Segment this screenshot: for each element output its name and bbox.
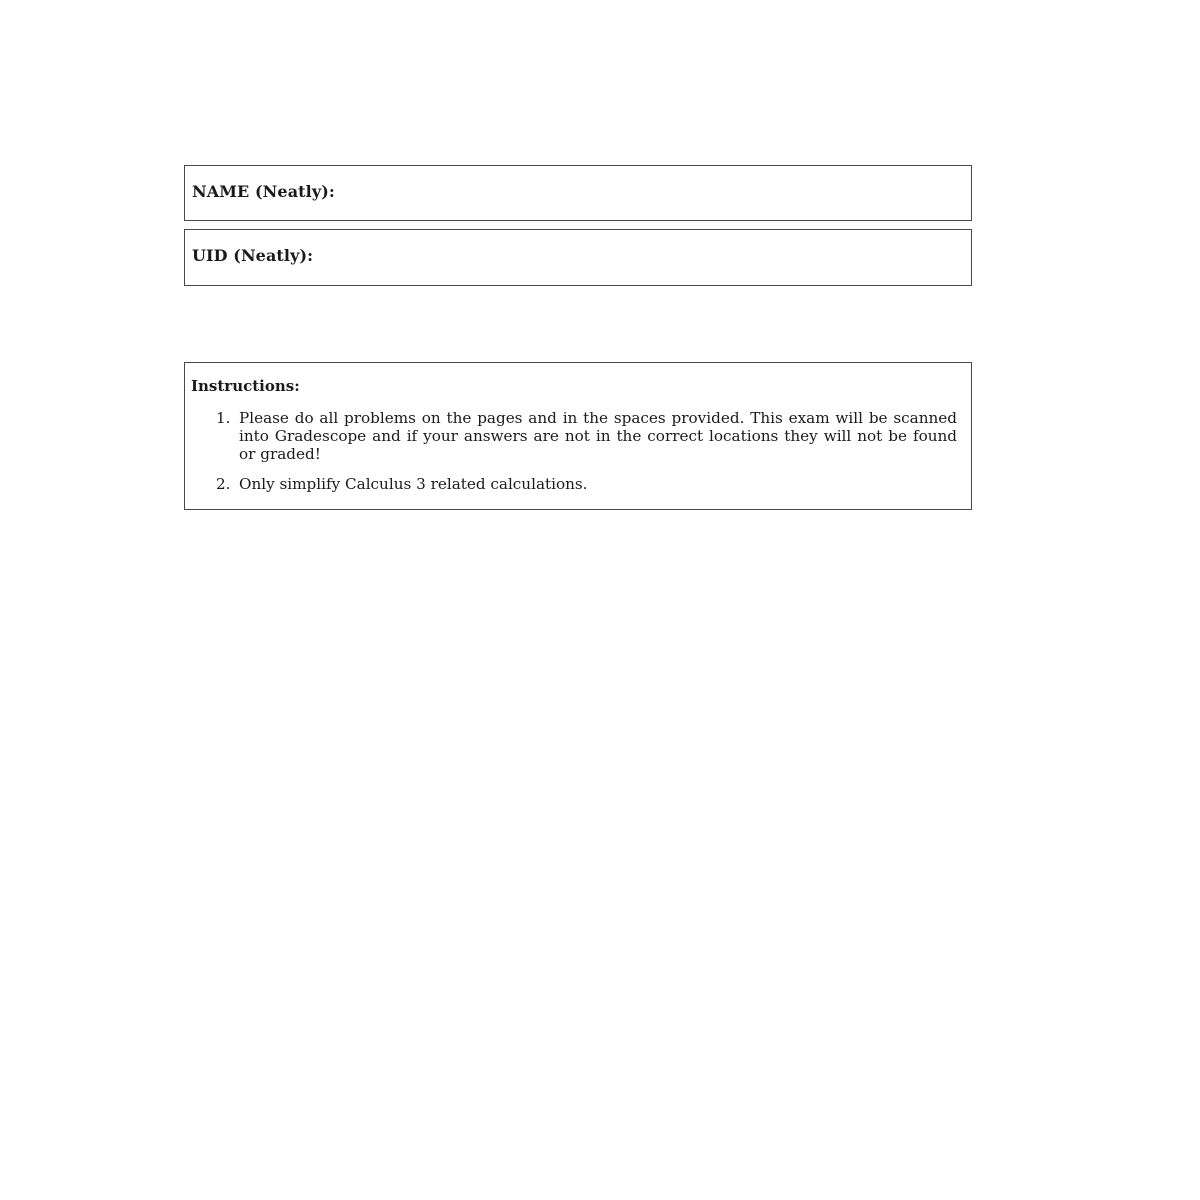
instruction-number: 1. — [216, 409, 231, 427]
instruction-item — [185, 475, 965, 493]
name-field-box[interactable] — [184, 165, 972, 221]
instruction-text: Please do all problems on the pages and in the spaces provided. This exam will be scanned into Gradescope and if your answers are not in the correct locations they will not be found or graded! — [239, 409, 957, 463]
uid-label: UID (Neatly): — [192, 246, 314, 265]
name-label: NAME (Neatly): — [192, 182, 335, 201]
instructions-box — [184, 362, 972, 510]
instructions-title: Instructions: — [191, 377, 300, 395]
instruction-item — [185, 409, 965, 463]
instruction-number: 2. — [216, 475, 231, 493]
instructions-list — [185, 409, 965, 493]
uid-field-box[interactable] — [184, 229, 972, 286]
instruction-text: Only simplify Calculus 3 related calculations. — [239, 475, 588, 493]
